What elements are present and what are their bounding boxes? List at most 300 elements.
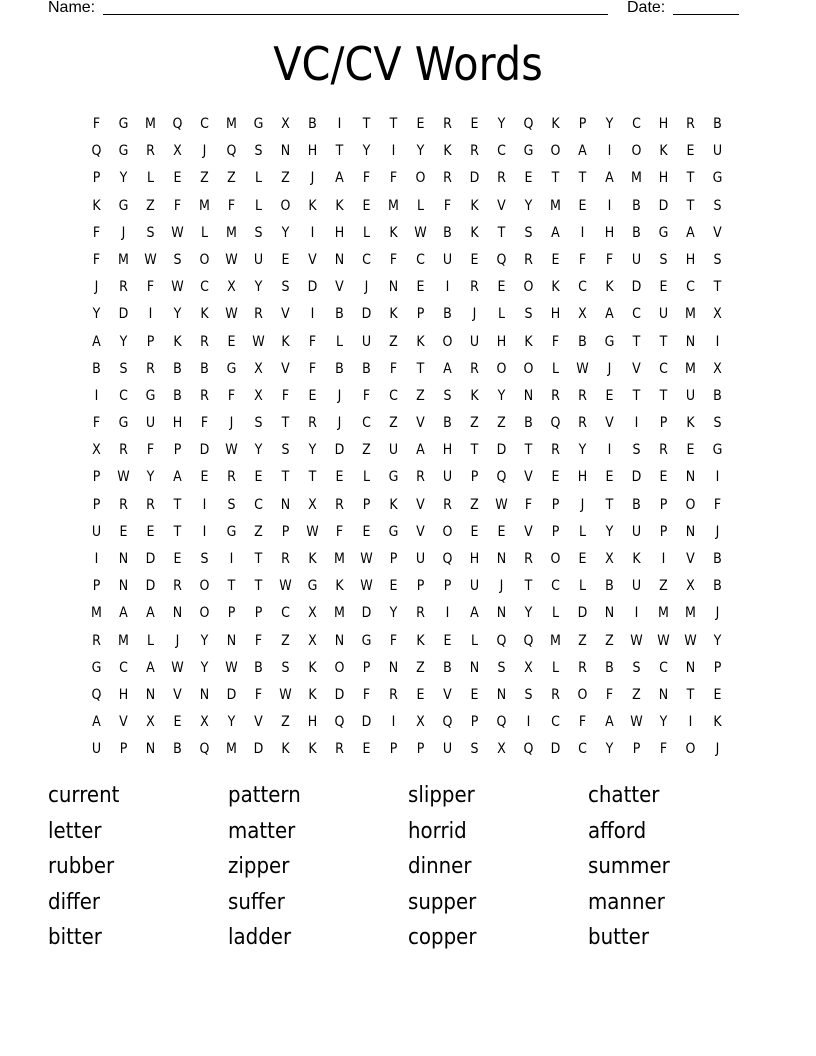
grid-cell: I [445,279,450,296]
grid-cell: I [607,143,612,160]
grid-cell: U [658,306,669,323]
grid-cell: F [335,523,344,540]
grid-cell: F [389,360,398,377]
grid-cell: M [226,116,237,132]
grid-cell: V [632,360,641,377]
grid-cell: P [443,578,452,595]
grid-cell: H [496,333,507,350]
grid-cell: Y [254,279,263,296]
grid-cell: P [119,741,128,758]
grid-cell: M [334,551,345,567]
grid-cell: X [497,741,506,758]
grid-cell: J [715,741,720,758]
grid-cell: P [659,523,668,540]
grid-cell: W [171,224,184,241]
grid-cell: K [308,197,317,214]
grid-cell: H [307,143,318,160]
grid-cell: B [308,116,317,132]
grid-cell: L [200,224,209,241]
grid-cell: I [526,714,531,731]
grid-cell: S [713,197,722,214]
grid-cell: Q [496,251,507,268]
grid-cell: E [659,469,668,486]
grid-cell: W [630,714,643,731]
grid-cell: D [361,306,372,323]
grid-cell: E [146,523,155,540]
grid-cell: K [416,333,425,350]
grid-cell: S [713,415,722,432]
grid-cell: Q [91,143,102,160]
grid-cell: B [605,659,614,676]
grid-cell: F [92,251,101,268]
grid-cell: Z [470,496,479,513]
grid-cell: B [632,224,641,241]
grid-cell: G [307,578,318,595]
grid-cell: M [685,360,696,377]
grid-cell: D [631,469,642,486]
grid-cell: W [414,224,427,241]
grid-cell: Q [226,143,237,160]
grid-cell: I [202,523,207,540]
grid-cell: I [688,714,693,731]
grid-cell: T [713,279,722,296]
grid-cell: K [551,279,560,296]
grid-cell: Q [334,714,345,731]
grid-cell: Z [659,578,668,595]
grid-cell: E [281,251,290,268]
grid-cell: D [361,605,372,622]
grid-cell: M [631,170,642,187]
grid-cell: Y [497,116,506,132]
word-list-item: matter [228,818,296,844]
grid-cell: T [524,578,533,595]
grid-cell: V [335,279,344,296]
grid-cell: N [226,632,237,649]
grid-cell: Z [254,523,263,540]
grid-cell: N [496,686,507,703]
grid-cell: X [308,605,317,622]
grid-cell: I [391,143,396,160]
grid-cell: E [362,523,371,540]
grid-cell: Q [523,741,534,758]
grid-cell: W [630,632,643,649]
grid-cell: O [199,578,210,595]
grid-cell: Y [254,442,263,459]
grid-cell: W [684,632,697,649]
grid-cell: O [442,333,453,350]
grid-cell: B [578,333,587,350]
grid-cell: T [335,143,344,160]
grid-cell: S [659,251,668,268]
grid-cell: Y [200,659,209,676]
grid-cell: B [713,551,722,567]
grid-cell: Z [281,632,290,649]
grid-cell: E [686,442,695,459]
grid-cell: T [308,469,317,486]
grid-cell: S [470,741,479,758]
grid-cell: O [415,170,426,187]
grid-cell: N [685,659,696,676]
grid-cell: K [443,143,452,160]
grid-cell: O [523,279,534,296]
grid-cell: F [578,714,587,731]
grid-cell: N [199,686,210,703]
grid-cell: X [227,279,236,296]
grid-cell: X [578,306,587,323]
grid-cell: E [497,279,506,296]
grid-cell: G [226,523,237,540]
grid-cell: D [145,578,156,595]
grid-cell: I [229,551,234,567]
grid-cell: Q [523,116,534,132]
grid-cell: J [472,306,477,323]
grid-cell: L [254,170,263,187]
grid-cell: G [253,116,264,132]
grid-cell: H [604,224,615,241]
grid-cell: C [578,741,587,758]
grid-cell: D [577,605,588,622]
grid-cell: S [281,659,290,676]
grid-cell: J [715,523,720,540]
grid-cell: S [632,659,641,676]
grid-cell: E [254,469,263,486]
grid-cell: W [171,279,184,296]
grid-cell: F [146,442,155,459]
grid-cell: F [227,197,236,214]
grid-cell: D [469,170,480,187]
word-list-item: bitter [48,925,102,950]
grid-cell: X [92,442,101,459]
header-line [48,0,748,18]
grid-cell: G [118,415,129,432]
grid-cell: H [172,415,183,432]
grid-cell: A [686,224,695,241]
grid-cell: K [470,224,479,241]
grid-cell: I [715,333,720,350]
grid-cell: R [659,442,668,459]
grid-cell: C [578,279,587,296]
grid-cell: P [551,496,560,513]
grid-cell: R [470,360,479,377]
grid-cell: A [443,360,452,377]
grid-cell: Z [578,632,587,649]
grid-cell: R [335,496,344,513]
grid-cell: E [470,523,479,540]
grid-cell: D [253,741,264,758]
grid-cell: Q [199,741,210,758]
grid-cell: K [389,306,398,323]
grid-cell: I [202,496,207,513]
grid-cell: R [389,686,398,703]
grid-cell: R [146,360,155,377]
grid-cell: C [659,659,668,676]
grid-cell: Y [200,632,209,649]
grid-cell: I [607,197,612,214]
grid-cell: N [658,686,669,703]
grid-cell: M [145,116,156,132]
grid-cell: Z [362,442,371,459]
grid-cell: P [362,659,371,676]
grid-cell: X [308,632,317,649]
grid-cell: L [497,306,506,323]
grid-cell: Y [605,741,614,758]
grid-cell: J [607,360,612,377]
grid-cell: Y [713,632,722,649]
grid-cell: T [686,686,695,703]
grid-cell: G [388,523,399,540]
grid-cell: R [119,442,128,459]
grid-cell: B [605,578,614,595]
grid-cell: R [497,170,506,187]
grid-cell: P [281,523,290,540]
grid-cell: V [416,523,425,540]
grid-cell: L [254,197,263,214]
grid-cell: T [389,116,398,132]
grid-cell: K [605,279,614,296]
grid-cell: K [335,578,344,595]
grid-cell: L [551,605,560,622]
grid-cell: B [254,659,263,676]
grid-cell: Q [550,415,561,432]
grid-cell: Y [389,605,398,622]
word-search-grid [83,111,731,764]
grid-cell: U [388,442,399,459]
grid-cell: T [686,197,695,214]
grid-cell: N [145,686,156,703]
grid-cell: E [578,197,587,214]
grid-cell: R [335,741,344,758]
grid-cell: Q [172,116,183,132]
grid-cell: A [605,714,614,731]
grid-cell: Z [389,333,398,350]
grid-cell: P [389,551,398,567]
grid-cell: Q [523,632,534,649]
grid-cell: N [496,551,507,567]
grid-cell: R [281,551,290,567]
grid-cell: C [389,387,398,404]
grid-cell: J [121,224,126,241]
grid-cell: A [335,170,344,187]
grid-cell: Z [416,659,425,676]
grid-cell: Q [91,686,102,703]
grid-cell: M [226,224,237,241]
grid-cell: C [632,116,641,132]
grid-cell: O [199,251,210,268]
grid-cell: E [551,469,560,486]
grid-cell: T [416,360,425,377]
grid-cell: F [389,170,398,187]
grid-cell: S [254,415,263,432]
grid-cell: O [631,143,642,160]
grid-cell: V [686,551,695,567]
grid-cell: E [605,469,614,486]
grid-cell: W [576,360,589,377]
grid-cell: U [442,741,453,758]
grid-cell: V [605,415,614,432]
grid-cell: X [713,360,722,377]
grid-cell: E [335,469,344,486]
grid-cell: K [173,333,182,350]
grid-cell: O [442,523,453,540]
grid-cell: V [416,415,425,432]
grid-cell: H [118,686,129,703]
grid-cell: F [362,686,371,703]
grid-cell: J [337,415,342,432]
grid-cell: P [659,415,668,432]
grid-cell: F [281,387,290,404]
grid-cell: R [686,116,695,132]
grid-cell: C [632,306,641,323]
grid-cell: H [658,170,669,187]
grid-cell: W [279,686,292,703]
grid-cell: A [146,605,155,622]
grid-cell: U [685,387,696,404]
grid-cell: A [146,659,155,676]
grid-cell: K [389,224,398,241]
grid-cell: K [308,686,317,703]
grid-cell: R [524,551,533,567]
grid-cell: R [416,605,425,622]
grid-cell: G [145,387,156,404]
grid-cell: R [200,333,209,350]
word-list-item: pattern [228,783,301,808]
page-title: VC/CV Words [273,37,543,91]
grid-cell: V [173,686,182,703]
grid-cell: Z [470,415,479,432]
grid-cell: X [173,143,182,160]
grid-cell: F [389,632,398,649]
grid-cell: W [117,469,130,486]
grid-cell: J [337,387,342,404]
grid-cell: T [281,415,290,432]
grid-cell: M [118,632,129,649]
grid-cell: V [713,224,722,241]
grid-cell: C [200,279,209,296]
word-list-item: supper [408,889,477,915]
grid-cell: U [415,551,426,567]
grid-cell: P [416,741,425,758]
grid-cell: E [308,387,317,404]
grid-cell: S [632,442,641,459]
grid-cell: N [118,578,129,595]
grid-cell: S [200,551,209,567]
grid-cell: U [631,578,642,595]
grid-cell: G [361,632,372,649]
grid-cell: J [310,170,315,187]
grid-cell: P [632,741,641,758]
grid-cell: J [202,143,207,160]
grid-cell: R [443,116,452,132]
grid-cell: K [632,551,641,567]
grid-cell: R [578,415,587,432]
grid-cell: T [470,442,479,459]
grid-cell: M [334,605,345,622]
grid-cell: Y [659,714,668,731]
grid-cell: J [364,279,369,296]
word-list-item: dinner [408,854,472,879]
grid-cell: Y [308,442,317,459]
grid-cell: F [605,251,614,268]
grid-cell: O [550,143,561,160]
grid-cell: K [281,333,290,350]
grid-cell: O [685,741,696,758]
grid-cell: V [281,306,290,323]
grid-cell: F [92,415,101,432]
word-list-item: letter [48,818,102,844]
grid-cell: F [362,387,371,404]
grid-cell: H [685,251,696,268]
grid-cell: C [119,659,128,676]
grid-cell: F [362,170,371,187]
grid-cell: U [442,469,453,486]
grid-cell: C [659,360,668,377]
grid-cell: A [551,224,560,241]
grid-cell: N [145,741,156,758]
grid-cell: S [146,224,155,241]
grid-cell: B [524,415,533,432]
grid-cell: D [550,741,561,758]
grid-cell: P [92,496,101,513]
grid-cell: I [391,714,396,731]
grid-cell: E [713,686,722,703]
word-list-item: afford [588,818,647,844]
grid-cell: X [605,551,614,567]
grid-cell: L [551,659,560,676]
grid-cell: T [173,523,182,540]
grid-cell: H [469,551,480,567]
grid-cell: R [443,170,452,187]
word-list-item: slipper [408,783,475,808]
grid-cell: M [91,605,102,622]
grid-cell: H [658,116,669,132]
grid-cell: S [524,224,533,241]
grid-cell: V [119,714,128,731]
grid-cell: R [119,279,128,296]
grid-cell: T [524,442,533,459]
grid-cell: K [308,741,317,758]
grid-cell: U [631,251,642,268]
date-label: Date: [627,0,666,16]
grid-cell: K [713,714,722,731]
grid-cell: F [443,197,452,214]
grid-cell: O [199,605,210,622]
grid-cell: G [118,197,129,214]
grid-cell: P [254,605,263,622]
grid-cell: F [254,632,263,649]
grid-cell: A [605,170,614,187]
grid-cell: I [445,605,450,622]
grid-cell: C [362,415,371,432]
grid-cell: E [524,170,533,187]
grid-cell: P [659,496,668,513]
grid-cell: Y [119,170,128,187]
word-list-item: suffer [228,889,285,915]
grid-cell: G [523,143,534,160]
grid-cell: D [496,442,507,459]
grid-cell: U [469,333,480,350]
grid-cell: K [308,659,317,676]
grid-cell: E [470,116,479,132]
grid-cell: L [146,170,155,187]
grid-cell: D [631,279,642,296]
grid-cell: B [713,116,722,132]
grid-cell: R [551,387,560,404]
grid-cell: P [92,469,101,486]
grid-cell: N [280,496,291,513]
grid-cell: Z [605,632,614,649]
grid-cell: Q [496,714,507,731]
grid-cell: P [416,306,425,323]
